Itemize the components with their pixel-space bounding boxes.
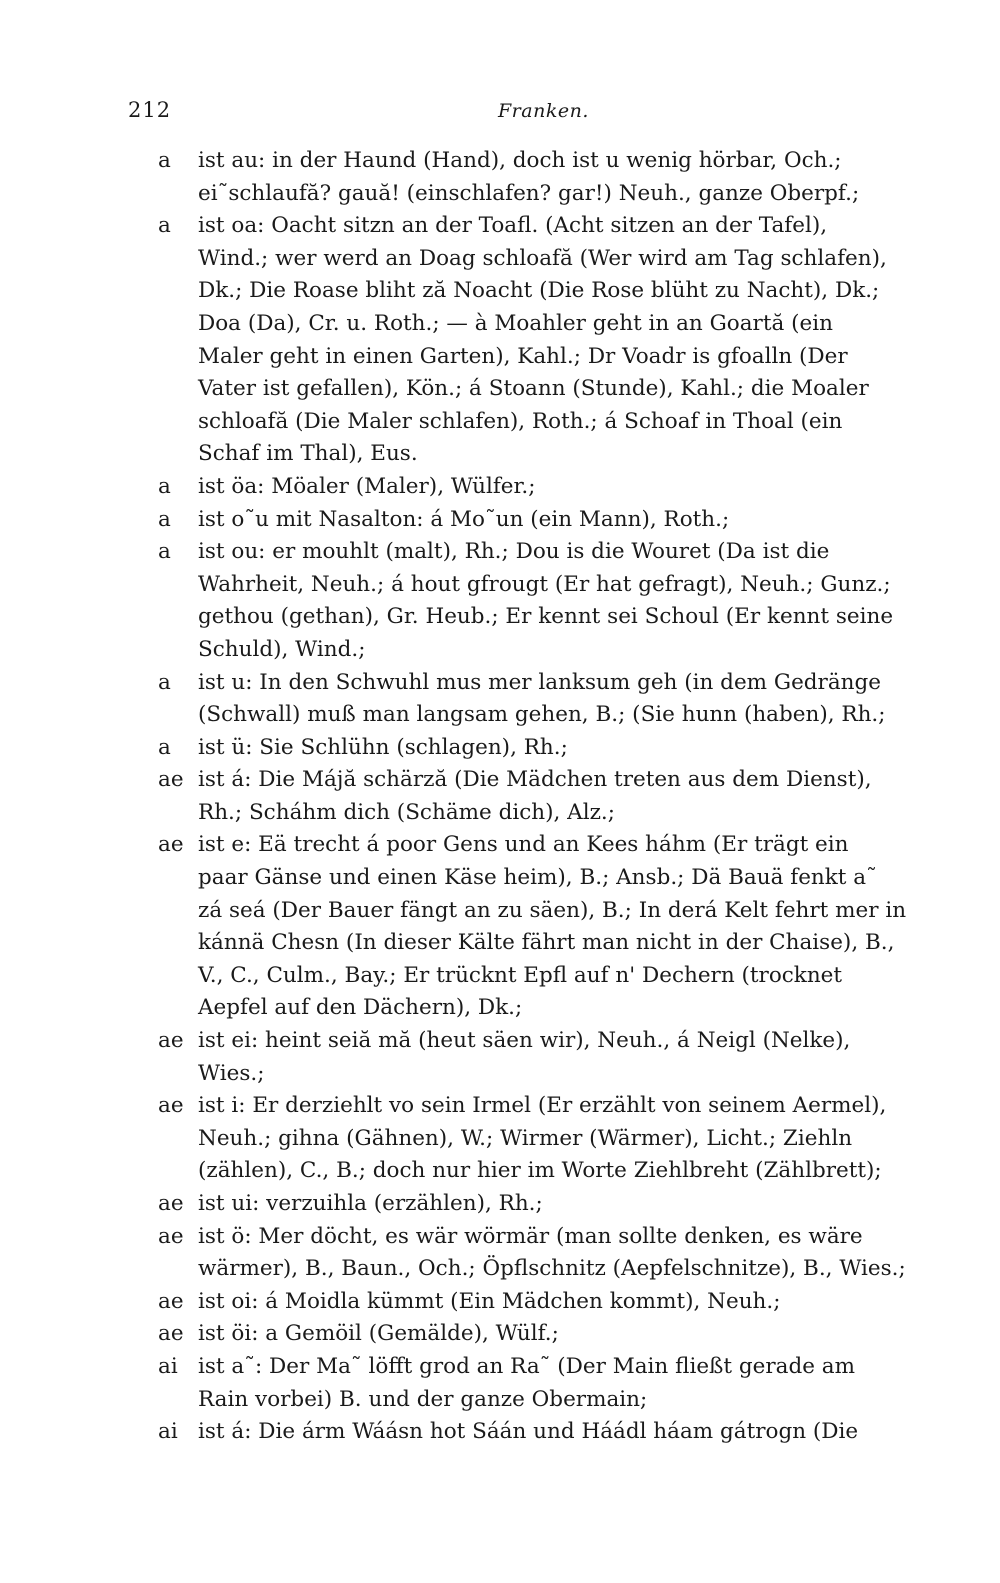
entry-line	[158, 927, 948, 960]
entry-text: Wies.;	[198, 1060, 265, 1086]
entry-key: ai	[158, 1419, 178, 1445]
running-title: Franken.	[498, 100, 589, 122]
entry-text: (Schwall) muß man langsam gehen, B.; (Sie hunn (haben), Rh.;	[198, 702, 886, 728]
entry-line	[158, 145, 948, 178]
entry-key: ai	[158, 1353, 178, 1379]
entry-key: a	[158, 539, 171, 565]
entry-line	[158, 438, 948, 471]
entry-text: ist o˜u mit Nasalton: á Mo˜un (ein Mann), Roth.;	[198, 506, 730, 532]
entry-text: ist oa: Oacht sitzn an der Toafl. (Acht sitzen an der Tafel),	[198, 213, 828, 239]
entry-key: ae	[158, 1028, 184, 1054]
entry-line	[158, 992, 948, 1025]
dialect-entry	[158, 210, 948, 471]
dialect-entry	[158, 764, 948, 829]
entry-line	[158, 1318, 948, 1351]
entry-text: ist ü: Sie Schlühn (schlagen), Rh.;	[198, 734, 568, 760]
entry-line	[158, 341, 948, 374]
dialect-entry	[158, 1221, 948, 1286]
entry-key: a	[158, 213, 171, 239]
page-number: 212	[128, 98, 172, 122]
dialect-entry	[158, 1090, 948, 1188]
entry-text: ist a˜: Der Ma˜ löfft grod an Ra˜ (Der Main fließt gerade am	[198, 1353, 855, 1379]
entry-text: ist u: In den Schwuhl mus mer lanksum geh (in dem Gedränge	[198, 669, 881, 695]
entry-line	[158, 373, 948, 406]
entry-text: Doa (Da), Cr. u. Roth.; — à Moahler geht in an Goartă (ein	[198, 310, 833, 336]
entry-line	[158, 504, 948, 537]
entry-key: ae	[158, 767, 184, 793]
entry-text: kánnä Chesn (In dieser Kälte fährt man nicht in der Chaise), B.,	[198, 930, 895, 956]
entry-text: Rain vorbei) B. und der ganze Obermain;	[198, 1386, 648, 1412]
entry-line	[158, 1188, 948, 1221]
entry-text: ist ei: heint seiă mă (heut säen wir), Neuh., á Neigl (Nelke),	[198, 1028, 851, 1054]
entry-line	[158, 569, 948, 602]
entry-text: ist ou: er mouhlt (malt), Rh.; Dou is die Wouret (Da ist die	[198, 539, 830, 565]
entry-line	[158, 895, 948, 928]
entry-line	[158, 178, 948, 211]
entry-text: Aepfel auf den Dächern), Dk.;	[198, 995, 523, 1021]
entry-line	[158, 634, 948, 667]
entry-line	[158, 1221, 948, 1254]
entry-line	[158, 210, 948, 243]
entry-text: Wahrheit, Neuh.; á hout gfrougt (Er hat gefragt), Neuh.; Gunz.;	[198, 571, 891, 597]
entry-line	[158, 862, 948, 895]
entry-line	[158, 536, 948, 569]
entry-line	[158, 243, 948, 276]
entry-line	[158, 797, 948, 830]
entry-text: ist á: Die Májă schärză (Die Mädchen treten aus dem Dienst),	[198, 767, 872, 793]
dialect-entry	[158, 504, 948, 537]
entry-text: Neuh.; gihna (Gähnen), W.; Wirmer (Wärmer), Licht.; Ziehln	[198, 1125, 853, 1151]
dialect-entries	[158, 145, 948, 1449]
entry-text: Dk.; Die Roase bliht ză Noacht (Die Rose blüht zu Nacht), Dk.;	[198, 278, 880, 304]
entry-line	[158, 275, 948, 308]
entry-line	[158, 667, 948, 700]
entry-line	[158, 1286, 948, 1319]
entry-text: Schuld), Wind.;	[198, 636, 366, 662]
dialect-entry	[158, 1025, 948, 1090]
entry-line	[158, 699, 948, 732]
entry-key: a	[158, 669, 171, 695]
entry-text: paar Gänse und einen Käse heim), B.; Ansb.; Dä Bauä fenkt a˜	[198, 865, 877, 891]
entry-key: a	[158, 148, 171, 173]
entry-text: ist ö: Mer döcht, es wär wörmär (man sollte denken, es wäre	[198, 1223, 863, 1249]
entry-text: ist öa: Möaler (Maler), Wülfer.;	[198, 473, 536, 499]
entry-line	[158, 764, 948, 797]
dialect-entry	[158, 1188, 948, 1221]
entry-text: ist au: in der Haund (Hand), doch ist u wenig hörbar, Och.;	[198, 148, 842, 173]
entry-line	[158, 1155, 948, 1188]
entry-key: ae	[158, 1288, 184, 1314]
entry-key: ae	[158, 832, 184, 858]
dialect-entry	[158, 732, 948, 765]
entry-line	[158, 1351, 948, 1384]
entry-line	[158, 1416, 948, 1449]
dialect-entry	[158, 1351, 948, 1416]
entry-key: a	[158, 473, 171, 499]
entry-line	[158, 308, 948, 341]
dialect-entry	[158, 1416, 948, 1449]
entry-key: a	[158, 734, 171, 760]
entry-text: gethou (gethan), Gr. Heub.; Er kennt sei Schoul (Er kennt seine	[198, 604, 894, 630]
entry-line	[158, 471, 948, 504]
entry-key: a	[158, 506, 171, 532]
entry-text: Maler geht in einen Garten), Kahl.; Dr Voadr is gfoalln (Der	[198, 343, 848, 369]
entry-text: ist ui: verzuihla (erzählen), Rh.;	[198, 1191, 543, 1216]
entry-text: ist e: Eä trecht á poor Gens und an Kees háhm (Er trägt ein	[198, 832, 849, 858]
entry-text: ist i: Er derziehlt vo sein Irmel (Er erzählt von seinem Aermel),	[198, 1093, 887, 1119]
dialect-entry	[158, 667, 948, 732]
entry-text: Rh.; Scháhm dich (Schäme dich), Alz.;	[198, 799, 615, 825]
entry-text: schloafă (Die Maler schlafen), Roth.; á Schoaf in Thoal (ein	[198, 408, 843, 434]
dialect-entry	[158, 471, 948, 504]
entry-line	[158, 732, 948, 765]
entry-line	[158, 829, 948, 862]
entry-text: V., C., Culm., Bay.; Er trücknt Epfl auf n' Dechern (trocknet	[198, 962, 843, 988]
entry-text: ist á: Die árm Wáásn hot Sáán und Háádl háam gátrogn (Die	[198, 1419, 859, 1445]
entry-text: zá seá (Der Bauer fängt an zu säen), B.; In derá Kelt fehrt mer in	[198, 897, 907, 923]
entry-text: ist oi: á Moidla kümmt (Ein Mädchen kommt), Neuh.;	[198, 1288, 781, 1314]
entry-line	[158, 1090, 948, 1123]
entry-line	[158, 1253, 948, 1286]
entry-text: wärmer), B., Baun., Och.; Öpflschnitz (Aepfelschnitze), B., Wies.;	[198, 1256, 906, 1282]
entry-line	[158, 406, 948, 439]
entry-text: ei˜schlaufă? gauă! (einschlafen? gar!) Neuh., ganze Oberpf.;	[198, 180, 860, 206]
entry-text: Vater ist gefallen), Kön.; á Stoann (Stunde), Kahl.; die Moaler	[198, 376, 869, 402]
page-header	[128, 98, 940, 128]
entry-key: ae	[158, 1093, 184, 1119]
entry-line	[158, 1123, 948, 1156]
entry-text: Wind.; wer werd an Doag schloafă (Wer wird am Tag schlafen),	[198, 245, 887, 271]
entry-line	[158, 1384, 948, 1417]
dialect-entry	[158, 829, 948, 1025]
entry-key: ae	[158, 1191, 184, 1216]
dialect-entry	[158, 1318, 948, 1351]
entry-line	[158, 1058, 948, 1091]
entry-line	[158, 1025, 948, 1058]
entry-text: Schaf im Thal), Eus.	[198, 441, 418, 467]
entry-line	[158, 960, 948, 993]
entry-text: (zählen), C., B.; doch nur hier im Worte Ziehlbreht (Zählbrett);	[198, 1158, 882, 1184]
entry-line	[158, 601, 948, 634]
dialect-entry	[158, 145, 948, 210]
dialect-entry	[158, 1286, 948, 1319]
entry-key: ae	[158, 1223, 184, 1249]
entry-key: ae	[158, 1321, 184, 1347]
entry-text: ist öi: a Gemöil (Gemälde), Wülf.;	[198, 1321, 559, 1347]
dialect-entry	[158, 536, 948, 666]
